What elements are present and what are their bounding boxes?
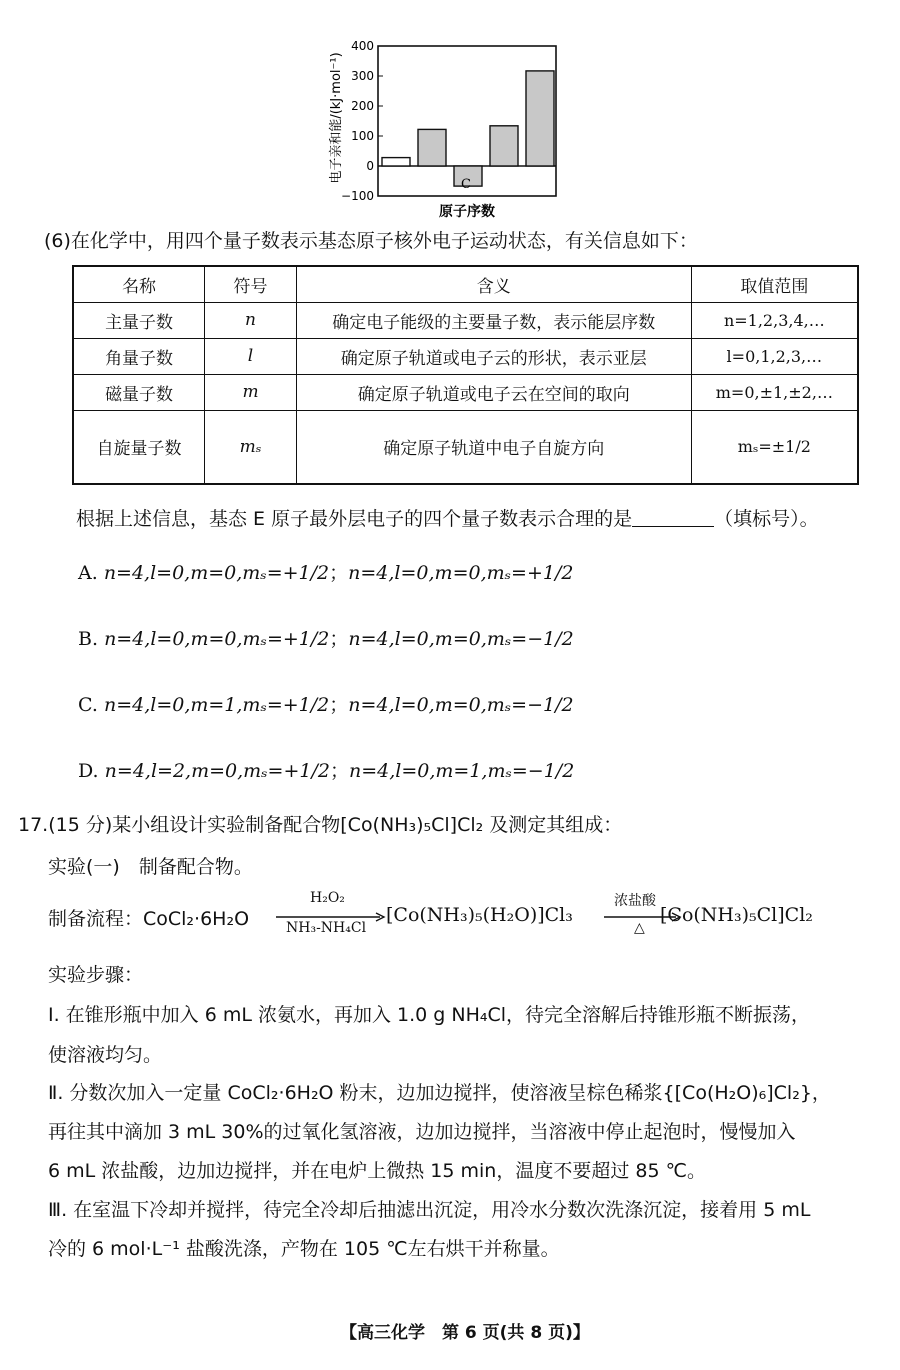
step-line: 再往其中滴加 3 mL 30%的过氧化氢溶液，边加边搅拌，当溶液中停止起泡时，慢慢加入 [48, 1121, 796, 1143]
y-tick-label: 100 [351, 129, 374, 143]
option-d: D. n=4,l=2,m=0,mₛ=+1/2；n=4,l=0,m=1,mₛ=−1/2 [78, 760, 575, 782]
row-meaning: 确定原子轨道或电子云在空间的取向 [296, 374, 691, 410]
option-c: C. n=4,l=0,m=1,mₛ=+1/2；n=4,l=0,m=0,mₛ=−1/2 [78, 694, 574, 716]
page-footer: 【高三化学 第 6 页(共 8 页)】 [340, 1323, 590, 1343]
table-row [73, 302, 858, 338]
step-line: 6 mL 浓盐酸，边加边搅拌，并在电炉上微热 15 min，温度不要超过 85 ℃。 [48, 1160, 706, 1182]
row-symbol: n [205, 302, 297, 338]
table-header-meaning: 含义 [296, 266, 691, 302]
y-tick-label: −100 [341, 189, 374, 203]
flow-product: [Co(NH₃)₅Cl]Cl₂ [660, 904, 813, 926]
flow-arrow1 [276, 890, 386, 940]
option-label: C. [78, 694, 98, 716]
option-a: A. n=4,l=0,m=0,mₛ=+1/2；n=4,l=0,m=0,mₛ=+1/2 [78, 562, 574, 584]
row-range: l=0,1,2,3,… [691, 338, 858, 374]
chart-bar [418, 129, 446, 166]
flow-mid: [Co(NH₃)₅(H₂O)]Cl₃ [386, 904, 573, 926]
chart-xlabel: 原子序数 [439, 204, 495, 220]
row-meaning: 确定电子能级的主要量子数，表示能层序数 [296, 302, 691, 338]
row-name: 磁量子数 [73, 374, 205, 410]
row-symbol: mₛ [205, 410, 297, 484]
answer-blank[interactable] [632, 510, 714, 527]
row-meaning: 确定原子轨道中电子自旋方向 [296, 410, 691, 484]
quantum-number-table [72, 265, 859, 485]
electron-affinity-chart [318, 30, 578, 225]
row-range: mₛ=±1/2 [691, 410, 858, 484]
table-row [73, 374, 858, 410]
q6-question [76, 504, 819, 531]
chart-bar [526, 71, 554, 166]
row-meaning: 确定原子轨道或电子云的形状，表示亚层 [296, 338, 691, 374]
q6-question-suffix: （填标号）。 [714, 508, 819, 530]
option-b: B. n=4,l=0,m=0,mₛ=+1/2；n=4,l=0,m=0,mₛ=−1/2 [78, 628, 574, 650]
arrow1-reagent-bottom: NH₃-NH₄Cl [286, 920, 367, 936]
flow-start: 制备流程：CoCl₂·6H₂O [48, 908, 250, 930]
table-header-symbol: 符号 [205, 266, 297, 302]
step-line: Ⅱ. 分数次加入一定量 CoCl₂·6H₂O 粉末，边加边搅拌，使溶液呈棕色稀浆{[Co(H₂O)₆]Cl₂}， [48, 1082, 831, 1104]
row-name: 自旋量子数 [73, 410, 205, 484]
option-label: D. [78, 760, 99, 782]
step-line: Ⅲ. 在室温下冷却并搅拌，待完全冷却后抽滤出沉淀，用冷水分数次洗涤沉淀，接着用 5 mL [48, 1199, 811, 1221]
option-part1: n=4,l=0,m=0,mₛ=+1/2 [104, 628, 330, 650]
chart-bar [490, 126, 518, 166]
row-range: m=0,±1,±2,… [691, 374, 858, 410]
step-line: Ⅰ. 在锥形瓶中加入 6 mL 浓氨水，再加入 1.0 g NH₄Cl，待完全溶解后持锥形瓶不断振荡， [48, 1004, 811, 1026]
option-part1: n=4,l=0,m=0,mₛ=+1/2 [103, 562, 330, 584]
steps-title: 实验步骤： [48, 964, 144, 986]
chart-bar [382, 158, 410, 166]
option-part2: n=4,l=0,m=0,mₛ=+1/2 [348, 562, 574, 584]
option-part1: n=4,l=2,m=0,mₛ=+1/2 [104, 760, 330, 782]
arrow2-reagent-top: 浓盐酸 [614, 893, 656, 909]
step-line: 冷的 6 mol·L⁻¹ 盐酸洗涤，产物在 105 ℃左右烘干并称量。 [48, 1238, 560, 1260]
row-range: n=1,2,3,4,… [691, 302, 858, 338]
option-part2: n=4,l=0,m=0,mₛ=−1/2 [348, 628, 574, 650]
table-row [73, 338, 858, 374]
prep-flow [48, 890, 878, 940]
q17-exp1: 实验(一) 制备配合物。 [48, 856, 253, 878]
arrow2-heat: △ [634, 920, 645, 936]
row-symbol: m [205, 374, 297, 410]
arrow1-reagent-top: H₂O₂ [310, 890, 345, 906]
q17-title: 17.(15 分)某小组设计实验制备配合物[Co(NH₃)₅Cl]Cl₂ 及测定其组成： [18, 814, 623, 836]
chart-annotation-c: C [461, 177, 471, 192]
chart-ylabel: 电子亲和能/(kJ·mol⁻¹) [329, 52, 344, 184]
q6-intro: (6)在化学中，用四个量子数表示基态原子核外电子运动状态，有关信息如下： [44, 230, 698, 252]
y-tick-label: 300 [351, 69, 374, 83]
table-header-name: 名称 [73, 266, 205, 302]
y-tick-label: 0 [366, 159, 374, 173]
option-part2: n=4,l=0,m=0,mₛ=−1/2 [348, 694, 574, 716]
y-tick-label: 200 [351, 99, 374, 113]
q6-question-text: 根据上述信息，基态 E 原子最外层电子的四个量子数表示合理的是 [76, 508, 633, 530]
table-header-range: 取值范围 [691, 266, 858, 302]
row-name: 角量子数 [73, 338, 205, 374]
step-line: 使溶液均匀。 [48, 1044, 163, 1066]
option-part2: n=4,l=0,m=1,mₛ=−1/2 [348, 760, 575, 782]
option-part1: n=4,l=0,m=1,mₛ=+1/2 [103, 694, 330, 716]
row-symbol: l [205, 338, 297, 374]
y-tick-label: 400 [351, 39, 374, 53]
option-label: A. [78, 562, 98, 584]
option-label: B. [78, 628, 99, 650]
table-row [73, 410, 858, 484]
row-name: 主量子数 [73, 302, 205, 338]
